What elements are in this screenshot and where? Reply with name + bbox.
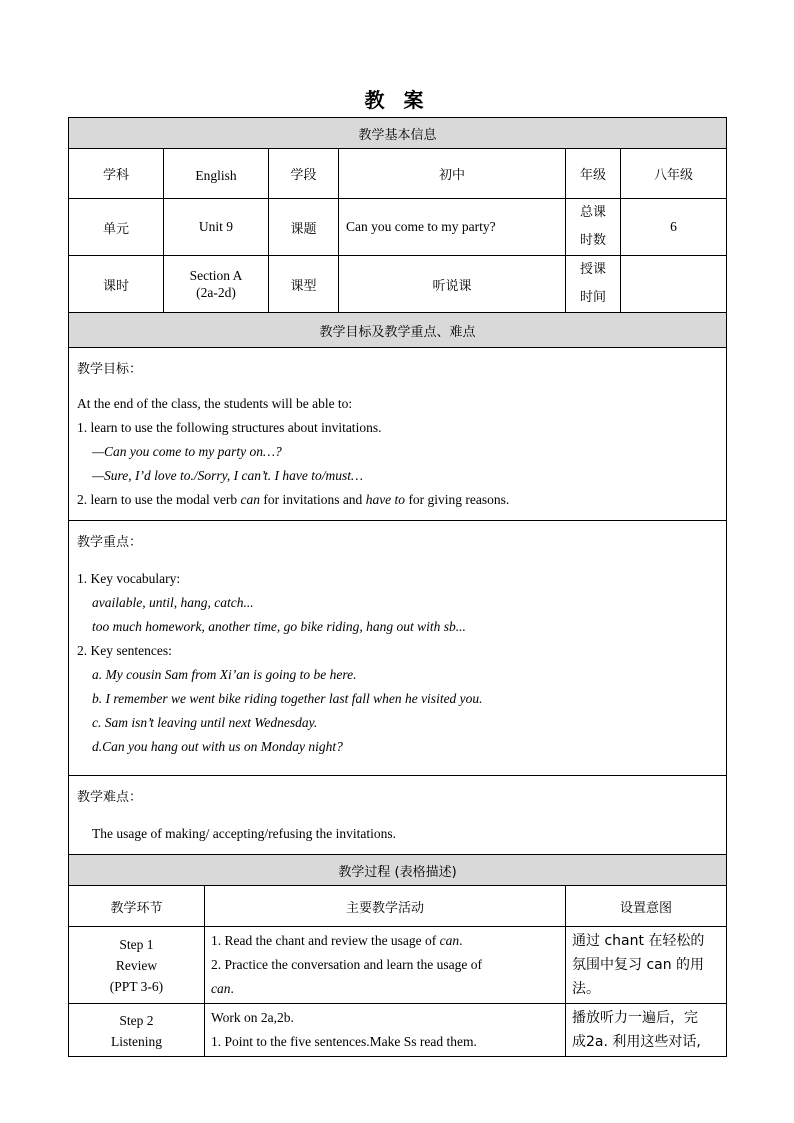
difficulties-heading: 教学难点： <box>77 790 143 805</box>
step-1-cell <box>69 927 205 1004</box>
objective-example-1: —Can you come to my party on…? <box>92 444 282 459</box>
key-sentence-a: a. My cousin Sam from Xi’an is going to be here. <box>92 667 357 682</box>
step-1-activities <box>205 927 566 1004</box>
step-2-purpose: 播放听力一遍后，完 成2a. 利用这些对话, <box>566 1004 727 1057</box>
key-sentence-b: b. I remember we went bike riding together last fall when he visited you. <box>92 691 483 706</box>
step-1-activity-1: 1. Read the chant and review the usage of can. <box>211 933 463 948</box>
step-1-name: Review <box>115 957 158 973</box>
total-hours-label-2: 时数 <box>579 233 606 248</box>
col-step-header: 教学环节 <box>69 886 205 927</box>
step-2-cell <box>69 1004 205 1057</box>
col-activity-header: 主要教学活动 <box>205 886 566 927</box>
key-sentences-label: 2. Key sentences: <box>77 643 172 658</box>
lesson-type-label: 课型 <box>269 256 339 313</box>
objectives-heading: 教学目标： <box>77 362 143 377</box>
objective-item-2: 2. learn to use the modal verb can for invitations and have to for giving reasons. <box>77 492 510 507</box>
difficulties-text: The usage of making/ accepting/refusing the invitations. <box>92 826 397 841</box>
step-2-activity-1: Work on 2a,2b. <box>211 1010 294 1025</box>
total-hours-value: 6 <box>621 199 727 256</box>
step-2-number: Step 2 <box>119 1013 154 1028</box>
lesson-type-value: 听说课 <box>339 256 566 313</box>
unit-label: 单元 <box>69 199 164 256</box>
key-points-section <box>69 521 727 776</box>
topic-value: Can you come to my party? <box>339 199 566 256</box>
topic-label: 课题 <box>269 199 339 256</box>
key-points-heading: 教学重点： <box>77 535 143 550</box>
goals-header: 教学目标及教学重点、难点 <box>69 313 727 348</box>
objective-example-2: —Sure, I’d love to./Sorry, I can’t. I have to/must… <box>92 468 363 483</box>
step-1-purpose: 通过 chant 在轻松的 氛围中复习 can 的用 法。 <box>566 927 727 1004</box>
objective-item-1: 1. learn to use the following structures about invitations. <box>77 420 382 435</box>
grade-label: 年级 <box>566 149 621 199</box>
period-label: 课时 <box>69 256 164 313</box>
step-1-activity-3: can. <box>211 981 234 996</box>
teach-time-label-1: 授课 <box>579 262 606 277</box>
lesson-plan-table <box>68 117 727 1057</box>
subject-value: English <box>164 149 269 199</box>
key-vocab-1: available, until, hang, catch... <box>92 595 254 610</box>
key-vocab-2: too much homework, another time, go bike riding, hang out with sb... <box>92 619 466 634</box>
teach-time-label-2: 时间 <box>579 290 606 305</box>
stage-label: 学段 <box>269 149 339 199</box>
period-value-1: Section A <box>189 268 243 283</box>
process-header: 教学过程 (表格描述) <box>69 855 727 886</box>
step-1-activity-2: 2. Practice the conversation and learn the usage of <box>211 957 483 972</box>
key-vocab-label: 1. Key vocabulary: <box>77 571 181 586</box>
key-sentence-c: c. Sam isn’t leaving until next Wednesday. <box>92 715 318 730</box>
total-hours-label-1: 总课 <box>579 205 606 220</box>
key-sentence-d: d.Can you hang out with us on Monday night? <box>92 739 343 754</box>
col-purpose-header: 设置意图 <box>566 886 727 927</box>
subject-label: 学科 <box>69 149 164 199</box>
grade-value: 八年级 <box>621 149 727 199</box>
unit-value: Unit 9 <box>164 199 269 256</box>
step-1-number: Step 1 <box>119 936 154 952</box>
stage-value: 初中 <box>339 149 566 199</box>
teach-time-value <box>621 256 727 313</box>
basic-info-header: 教学基本信息 <box>69 118 727 149</box>
step-2-activity-2: 1. Point to the five sentences.Make Ss read them. <box>211 1034 477 1049</box>
step-1-ppt: (PPT 3-6) <box>109 978 164 994</box>
step-2-activities <box>205 1004 566 1057</box>
page-title: 教 案 <box>364 88 430 112</box>
objectives-intro: At the end of the class, the students will be able to: <box>77 396 353 411</box>
step-2-name: Listening <box>111 1034 162 1049</box>
objectives-section <box>69 348 727 521</box>
period-value-2: (2a-2d) <box>196 285 236 300</box>
difficulties-section <box>69 776 727 855</box>
